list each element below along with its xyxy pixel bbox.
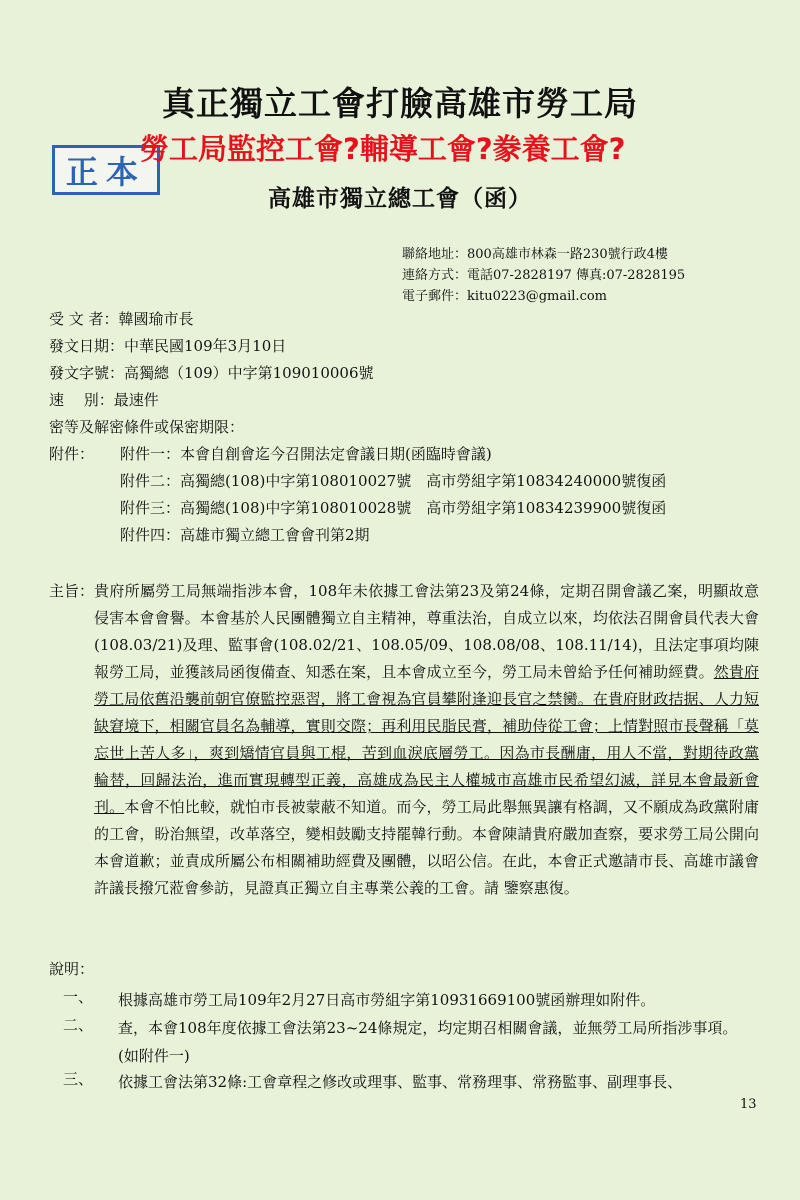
- subject-body: [94, 578, 759, 902]
- recipient-field: 受 文 者：韓國瑜市長: [49, 310, 194, 328]
- speed-field: 速 別：最速件: [49, 391, 159, 409]
- contact-address: 聯絡地址：800高雄市林森一路230號行政4樓: [402, 247, 668, 262]
- contact-email: 電子郵件：kitu0223@gmail.com: [402, 289, 607, 304]
- explanation-label: 說明：: [49, 960, 95, 978]
- security-field: 密等及解密條件或保密期限：: [49, 418, 245, 436]
- organization-title: 高雄市獨立總工會（函）: [268, 185, 532, 212]
- explanation-item: 依據工會法第32條:工會章程之修改或理事、監事、常務理事、常務監事、副理事長、: [118, 1073, 683, 1091]
- explanation-item: 查，本會108年度依據工會法第23~24條規定，均定期召相關會議，並無勞工局所指涉事項。(如附件一): [118, 1019, 738, 1065]
- explanation-number: 一、: [63, 988, 94, 1006]
- subject-label: 主旨：: [49, 582, 95, 600]
- contact-phone: 連絡方式：電話07-2828197 傳真:07-2828195: [402, 268, 686, 283]
- explanation-number: 二、: [63, 1016, 94, 1034]
- explanation-item: 根據高雄市勞工局109年2月27日高市勞組字第10931669100號函辦理如附件。: [118, 991, 656, 1009]
- red-headline: 勞工局監控工會?輔導工會?豢養工會?: [140, 132, 626, 166]
- explanation-number: 三、: [63, 1070, 94, 1088]
- attachment-item: 附件三：高獨總(108)中字第108010028號 高市勞組字第10834239900號復函: [120, 499, 667, 517]
- date-field: 發文日期：中華民國109年3月10日: [49, 337, 287, 355]
- attachment-item: 附件二：高獨總(108)中字第108010027號 高市勞組字第10834240000號復函: [120, 472, 667, 490]
- subject-underlined-text: 然貴府勞工局依舊沿襲前朝官僚監控惡習，將工會視為官員攀附逢迎長官之禁臠。在貴府財政拮据、人力短缺窘境下，相關官員名為輔導，實則交際；再利用民脂民膏，補助侍從工會；上情對照市長聲稱「莫忘世上苦人多」，爽到矯情官員與工棍，苦到血淚底層勞工。因為市長酬庸，用人不當，對期待政黨輪替，回歸法治，進而實現轉型正義，高雄成為民主人權城市高雄市民希望幻滅，詳見本會最新會刊。: [94, 663, 759, 816]
- attachments-label: 附件：: [49, 445, 95, 463]
- page-number: 13: [740, 1097, 757, 1112]
- doc-number-field: 發文字號：高獨總（109）中字第109010006號: [49, 364, 374, 382]
- original-copy-stamp: 正本: [52, 145, 160, 195]
- attachment-item: 附件四：高雄市獨立總工會會刊第2期: [120, 526, 370, 544]
- attachment-item: 附件一：本會自創會迄今召開法定會議日期(函臨時會議): [120, 445, 492, 463]
- subject-text: 貴府所屬勞工局無端指涉本會，108年未依據工會法第23及第24條，定期召開會議乙案，明顯故意侵害本會會譽。本會基於人民團體獨立自主精神，尊重法治，自成立以來，均依法召開會員代表大會(108.03/21)及理、監事會(108.02/21、108.05/09、108.08/08、108.11/14)，且法定事項均陳報勞工局，並獲該局函復備查、知悉在案，且本會成立至今，勞工局未曾給予任何補助經費。: [94, 582, 759, 681]
- document-headline: 真正獨立工會打臉高雄市勞工局: [162, 84, 638, 123]
- subject-text-end: 本會不怕比較，就怕市長被蒙蔽不知道。而今，勞工局此舉無異讓有格調，又不願成為政黨附庸的工會，盼治無望，改革落空，變相鼓勵支持罷韓行動。本會陳請貴府嚴加查察，要求勞工局公開向本會道歉；並責成所屬公布相關補助經費及團體，以昭公信。在此，本會正式邀請市長、高雄市議會許議長撥冗蒞會參訪，見證真正獨立自主專業公義的工會。請 鑒察惠復。: [94, 798, 759, 897]
